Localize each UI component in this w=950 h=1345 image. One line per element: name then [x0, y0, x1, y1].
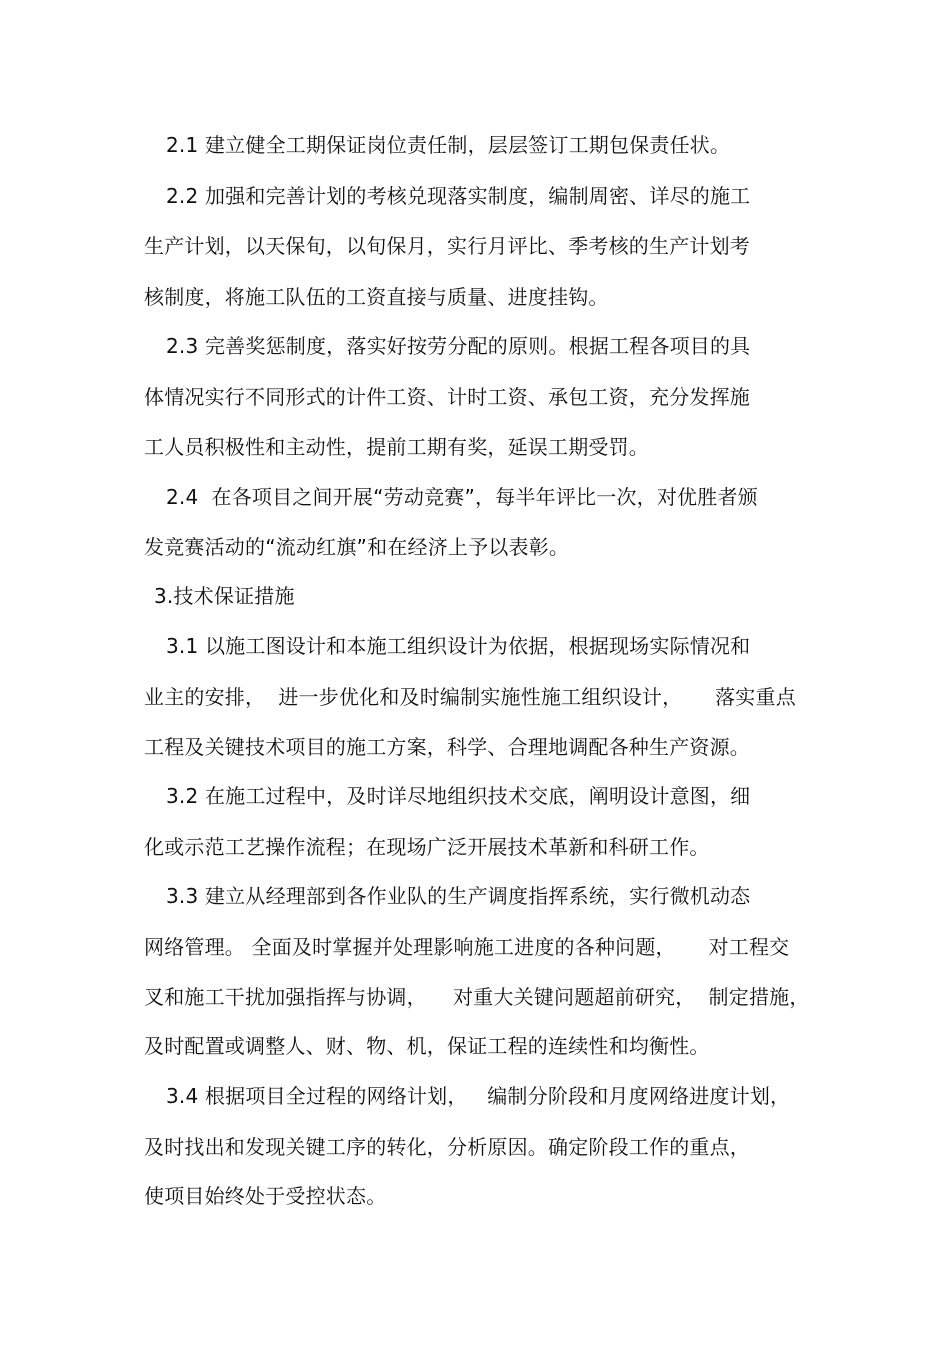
text-line-3-4-a: 3.4 根据项目全过程的网络计划， 编制分阶段和月度网络进度计划，	[166, 1084, 791, 1108]
text-line-2-4-b: 发竞赛活动的“流动红旗”和在经济上予以表彰。	[144, 535, 570, 559]
text-line-2-3-a: 2.3 完善奖惩制度，落实好按劳分配的原则。根据工程各项目的具	[166, 334, 751, 358]
text-line-2-2-b: 生产计划，以天保旬，以旬保月，实行月评比、季考核的生产计划考	[144, 234, 750, 258]
text-line-2-3-b: 体情况实行不同形式的计件工资、计时工资、承包工资，充分发挥施	[144, 385, 750, 409]
text-line-2-2-c: 核制度，将施工队伍的工资直接与质量、进度挂钩。	[144, 285, 609, 309]
text-line-3-3-d: 及时配置或调整人、财、物、机，保证工程的连续性和均衡性。	[144, 1034, 710, 1058]
text-line-3-1-c: 工程及关键技术项目的施工方案，科学、合理地调配各种生产资源。	[144, 735, 750, 759]
text-line-3-2-b: 化或示范工艺操作流程；在现场广泛开展技术革新和科研工作。	[144, 835, 710, 859]
text-line-3-4-c: 使项目始终处于受控状态。	[144, 1184, 387, 1208]
text-line-2-1: 2.1 建立健全工期保证岗位责任制，层层签订工期包保责任状。	[166, 133, 731, 157]
text-line-2-3-c: 工人员积极性和主动性，提前工期有奖，延误工期受罚。	[144, 435, 649, 459]
text-line-2-2-a: 2.2 加强和完善计划的考核兑现落实制度，编制周密、详尽的施工	[166, 184, 751, 208]
text-line-3-3-a: 3.3 建立从经理部到各作业队的生产调度指挥系统，实行微机动态	[166, 884, 751, 908]
text-line-3-3-c: 叉和施工干扰加强指挥与协调， 对重大关键问题超前研究， 制定措施，	[144, 985, 810, 1009]
text-line-3-2-a: 3.2 在施工过程中，及时详尽地组织技术交底，阐明设计意图，细	[166, 784, 751, 808]
text-line-3-3-b: 网络管理。 全面及时掌握并处理影响施工进度的各种问题， 对工程交	[144, 935, 790, 959]
text-line-3-1-a: 3.1 以施工图设计和本施工组织设计为依据，根据现场实际情况和	[166, 634, 751, 658]
text-line-3-1-b: 业主的安排， 进一步优化和及时编制实施性施工组织设计， 落实重点	[144, 685, 796, 709]
section-heading-3: 3.技术保证措施	[154, 584, 295, 608]
text-line-3-4-b: 及时找出和发现关键工序的转化，分析原因。确定阶段工作的重点，	[144, 1135, 750, 1159]
text-line-2-4-a: 2.4 在各项目之间开展“劳动竞赛”，每半年评比一次，对优胜者颁	[166, 485, 758, 509]
